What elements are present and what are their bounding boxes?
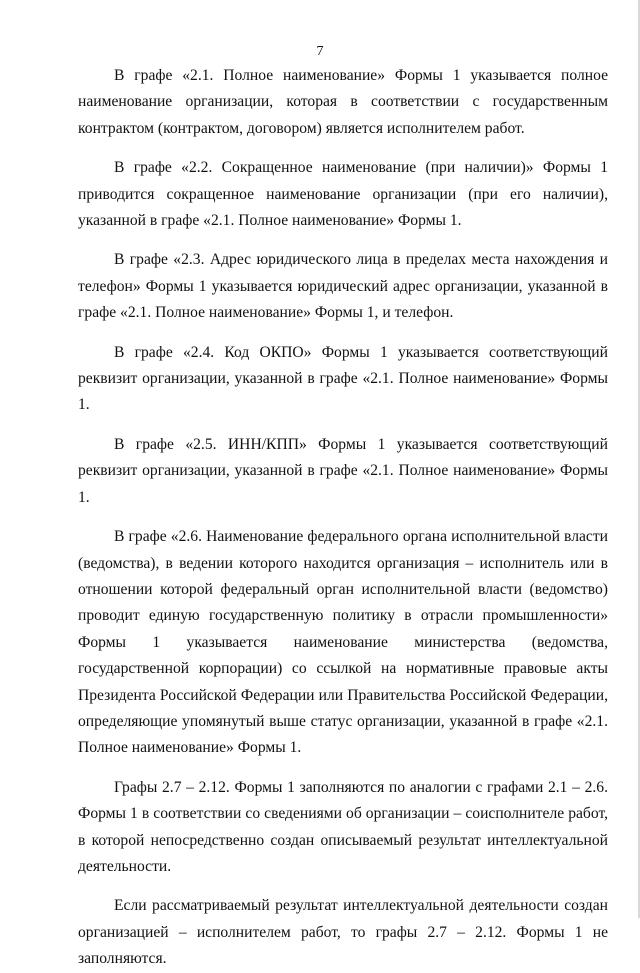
- paragraph-2-7-2-12: Графы 2.7 – 2.12. Формы 1 заполняются по аналогии с графами 2.1 – 2.6. Формы 1 в соответствии со сведениями об организации – соисполнителе работ, в которой непосредственно создан описываемый результат интеллектуальной деятельности.: [78, 778, 608, 875]
- paragraph-no-coexecutor: Если рассматриваемый результат интеллектуальной деятельности создан организацией – исполнителем работ, то графы 2.7 – 2.12. Формы 1 не заполняются.: [78, 897, 608, 968]
- paragraph-2-3: В графе «2.3. Адрес юридического лица в пределах места нахождения и телефон» Формы 1 указывается юридический адрес организации, указанной в графе «2.1. Полное наименование» Формы 1, и телефон.: [78, 251, 608, 322]
- paragraph-2-5: В графе «2.5. ИНН/КПП» Формы 1 указывается соответствующий реквизит организации, указанной в графе «2.1. Полное наименование» Формы 1.: [78, 435, 608, 506]
- document-body: [78, 63, 608, 973]
- page-number: 7: [316, 44, 324, 59]
- paragraph-2-2: В графе «2.2. Сокращенное наименование (при наличии)» Формы 1 приводится сокращенное наименование организации (при его наличии), указанной в графе «2.1. Полное наименование» Формы 1.: [78, 159, 608, 230]
- paragraph-2-1: В графе «2.1. Полное наименование» Формы 1 указывается полное наименование организации, которая в соответствии с государственным контрактом (контрактом, договором) является исполнителем работ.: [78, 67, 608, 137]
- paragraph-2-6: В графе «2.6. Наименование федерального органа исполнительной власти (ведомства), в ведении которого находится организация – исполнитель или в отношении которой федеральный орган исполнительной власти (ведомство) проводит единую государственную политику в отрасли промышленности» Формы 1 указывается наименование министерства (ведомства, государственной корпорации) со ссылкой на нормативные правовые акты Президента Российской Федерации или Правительства Российской Федерации, определяющие упомянутый выше статус организации, указанной в графе «2.1. Полное наименование» Формы 1.: [78, 528, 608, 757]
- paragraph-2-4: В графе «2.4. Код ОКПО» Формы 1 указывается соответствующий реквизит организации, указанной в графе «2.1. Полное наименование» Формы 1.: [78, 343, 608, 414]
